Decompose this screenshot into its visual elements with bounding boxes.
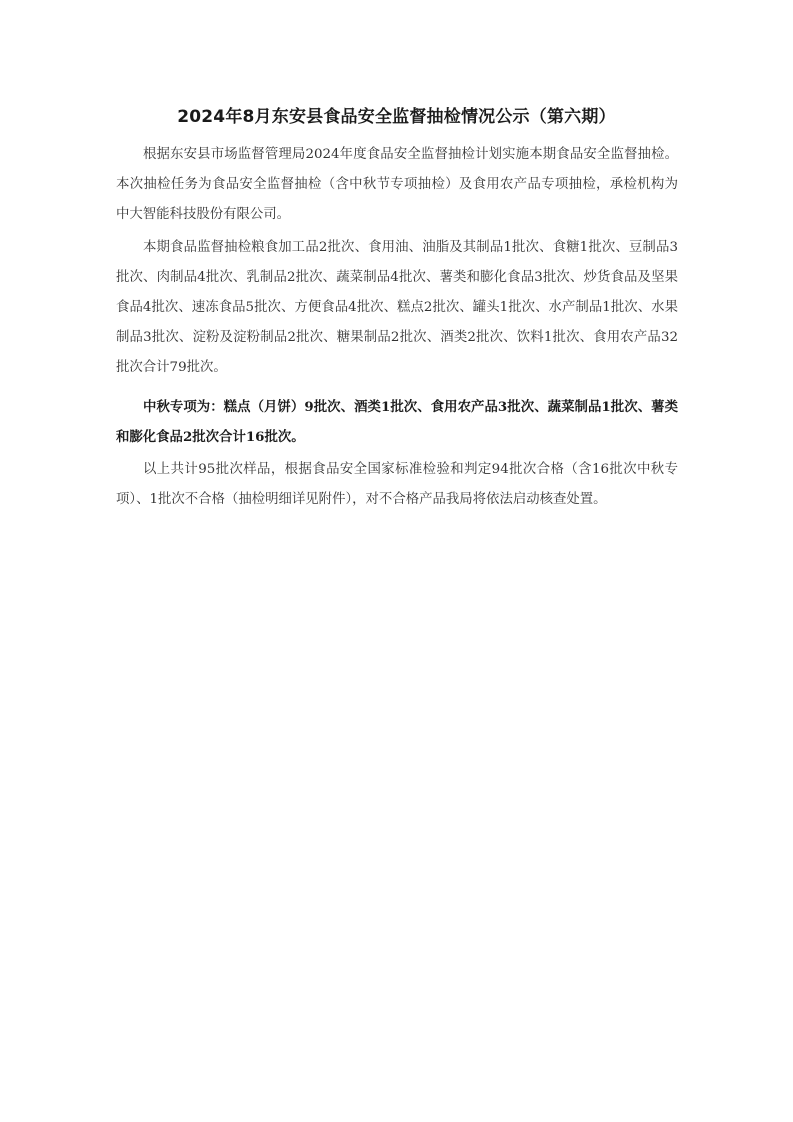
paragraph-text: 以上共计95批次样品，根据食品安全国家标准检验和判定94批次合格（含16批次中秋专项）、1批次不合格（抽检明细详见附件），对不合格产品我局将依法启动核查处置。 [116, 462, 678, 507]
paragraph-summary [116, 455, 678, 515]
paragraph-text: 根据东安县市场监督管理局2024年度食品安全监督抽检计划实施本期食品安全监督抽检。本次抽检任务为食品安全监督抽检（含中秋节专项抽检）及食用农产品专项抽检，承检机构为中大智能科技股份有限公司。 [116, 147, 678, 222]
document-title: 2024年8月东安县食品安全监督抽检情况公示（第六期） [177, 107, 616, 127]
paragraph-basis [116, 140, 678, 230]
paragraph-text: 中秋专项为：糕点（月饼）9批次、酒类1批次、食用农产品3批次、蔬菜制品1批次、薯类和膨化食品2批次合计16批次。 [116, 399, 678, 445]
paragraph-sampling-details [116, 233, 678, 383]
paragraph-mid-autumn-special [116, 392, 678, 452]
paragraph-text: 本期食品监督抽检粮食加工品2批次、食用油、油脂及其制品1批次、食糖1批次、豆制品3批次、肉制品4批次、乳制品2批次、蔬菜制品4批次、薯类和膨化食品3批次、炒货食品及坚果食品4批次、速冻食品5批次、方便食品4批次、糕点2批次、罐头1批次、水产制品1批次、水果制品3批次、淀粉及淀粉制品2批次、糖果制品2批次、酒类2批次、饮料1批次、食用农产品32批次合计79批次。 [116, 240, 678, 375]
